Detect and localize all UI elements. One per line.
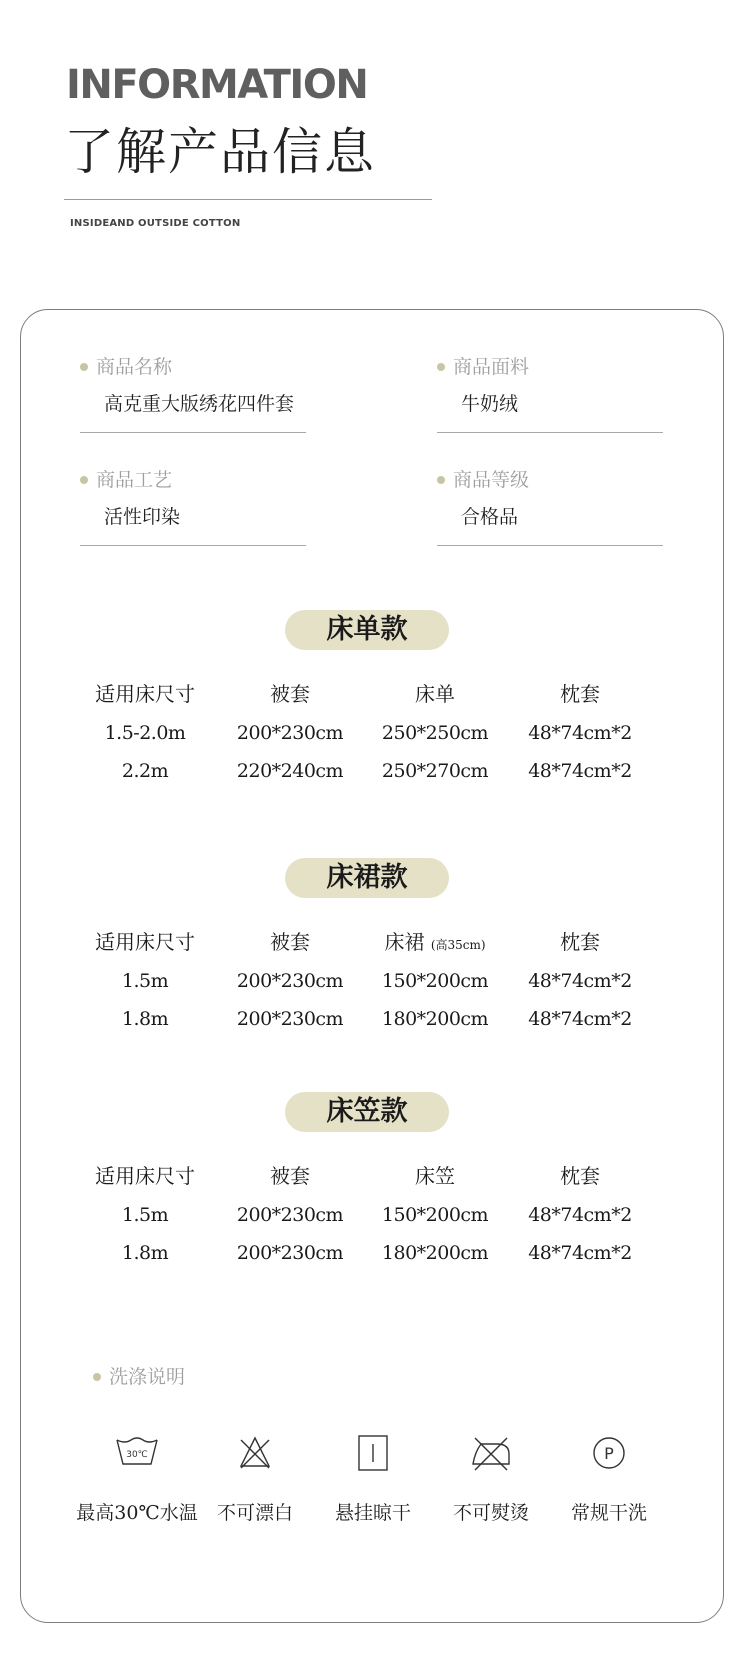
column-header: 被套 <box>270 1163 310 1188</box>
bullet-dot <box>93 1373 101 1381</box>
table-cell: 1.5m <box>121 970 169 992</box>
field-underline <box>80 432 306 433</box>
wash-item-30c <box>72 1432 202 1525</box>
bullet-dot <box>437 476 445 484</box>
field-product-name <box>80 354 306 416</box>
column-header: 枕套 <box>560 681 600 706</box>
column-header: 被套 <box>270 929 310 954</box>
height-note: (高35cm) <box>430 937 486 952</box>
table-row <box>80 714 660 752</box>
wash-item-label: 最高30℃水温 <box>76 1502 198 1524</box>
table-cell: 220*240cm <box>236 760 344 782</box>
field-underline <box>80 545 306 546</box>
table-cell: 250*250cm <box>381 722 489 744</box>
field-grade <box>437 467 663 529</box>
size-table-sheet <box>80 670 660 790</box>
field-fabric <box>437 354 663 416</box>
page-title-en: INFORMATION <box>66 62 368 108</box>
wash-item-label: 悬挂晾干 <box>334 1502 411 1524</box>
column-header: 床笠 <box>415 1163 455 1188</box>
table-cell: 48*74cm*2 <box>528 760 632 782</box>
column-header: 适用床尺寸 <box>95 681 195 706</box>
hang-dry-icon <box>349 1432 397 1474</box>
column-header: 床单 <box>415 681 455 706</box>
table-cell: 48*74cm*2 <box>528 1242 632 1264</box>
wash-item-dry-clean <box>544 1432 674 1525</box>
wash-item-hang-dry <box>308 1432 438 1525</box>
column-header-text: 床裙 <box>384 929 425 954</box>
table-cell: 180*200cm <box>381 1008 489 1030</box>
table-cell: 48*74cm*2 <box>528 722 632 744</box>
bullet-dot <box>80 363 88 371</box>
table-cell: 200*230cm <box>236 1242 344 1264</box>
table-row <box>80 1196 660 1234</box>
table-cell: 150*200cm <box>381 1204 489 1226</box>
wash-item-no-bleach <box>190 1432 320 1525</box>
table-cell: 2.2m <box>121 760 169 782</box>
column-header <box>370 926 500 955</box>
size-table-skirt <box>80 918 660 1038</box>
table-cell: 48*74cm*2 <box>528 1204 632 1226</box>
wash-item-label: 不可熨烫 <box>452 1502 529 1524</box>
section-title-fitted: 床笠款 <box>285 1092 449 1132</box>
page-title-cn: 了解产品信息 <box>64 123 376 181</box>
field-label: 商品面料 <box>453 356 530 378</box>
page-subtitle: INSIDEAND OUTSIDE COTTON <box>70 218 241 229</box>
table-header-row <box>80 670 660 714</box>
table-cell: 200*230cm <box>236 970 344 992</box>
bullet-dot <box>80 476 88 484</box>
field-underline <box>437 545 663 546</box>
wash-section-label <box>93 1364 293 1390</box>
table-cell: 200*230cm <box>236 1204 344 1226</box>
table-row <box>80 1000 660 1038</box>
field-value: 牛奶绒 <box>461 393 519 415</box>
table-cell: 1.8m <box>121 1008 169 1030</box>
table-row <box>80 1234 660 1272</box>
section-title-skirt: 床裙款 <box>285 858 449 898</box>
dry-clean-icon <box>585 1432 633 1474</box>
dry-clean-letter: P <box>604 1444 614 1463</box>
section-title-sheet: 床单款 <box>285 610 449 650</box>
table-cell: 200*230cm <box>236 722 344 744</box>
field-label: 商品等级 <box>453 469 530 491</box>
title-divider <box>64 199 432 200</box>
field-value: 合格品 <box>461 506 519 528</box>
field-label: 商品工艺 <box>96 469 173 491</box>
wash-item-no-iron <box>426 1432 556 1525</box>
no-iron-icon <box>467 1432 515 1474</box>
table-cell: 150*200cm <box>381 970 489 992</box>
table-cell: 1.8m <box>121 1242 169 1264</box>
table-header-row <box>80 1152 660 1196</box>
table-row <box>80 962 660 1000</box>
wash-icon-text: 30℃ <box>126 1450 148 1460</box>
table-cell: 48*74cm*2 <box>528 1008 632 1030</box>
column-header: 枕套 <box>560 1163 600 1188</box>
column-header: 被套 <box>270 681 310 706</box>
table-cell: 48*74cm*2 <box>528 970 632 992</box>
wash-30-icon <box>113 1432 161 1474</box>
no-bleach-icon <box>231 1432 279 1474</box>
field-value: 活性印染 <box>104 506 181 528</box>
field-label: 商品名称 <box>96 356 173 378</box>
column-header: 适用床尺寸 <box>95 1163 195 1188</box>
table-cell: 180*200cm <box>381 1242 489 1264</box>
table-cell: 1.5m <box>121 1204 169 1226</box>
wash-label-text: 洗涤说明 <box>109 1366 186 1388</box>
wash-item-label: 常规干洗 <box>570 1502 647 1524</box>
column-header: 枕套 <box>560 929 600 954</box>
field-craft <box>80 467 306 529</box>
field-value: 高克重大版绣花四件套 <box>104 393 295 415</box>
bullet-dot <box>437 363 445 371</box>
table-cell: 250*270cm <box>381 760 489 782</box>
column-header: 适用床尺寸 <box>95 929 195 954</box>
table-cell: 1.5-2.0m <box>104 722 186 744</box>
size-table-fitted <box>80 1152 660 1272</box>
table-row <box>80 752 660 790</box>
table-cell: 200*230cm <box>236 1008 344 1030</box>
field-underline <box>437 432 663 433</box>
table-header-row <box>80 918 660 962</box>
wash-item-label: 不可漂白 <box>216 1502 293 1524</box>
